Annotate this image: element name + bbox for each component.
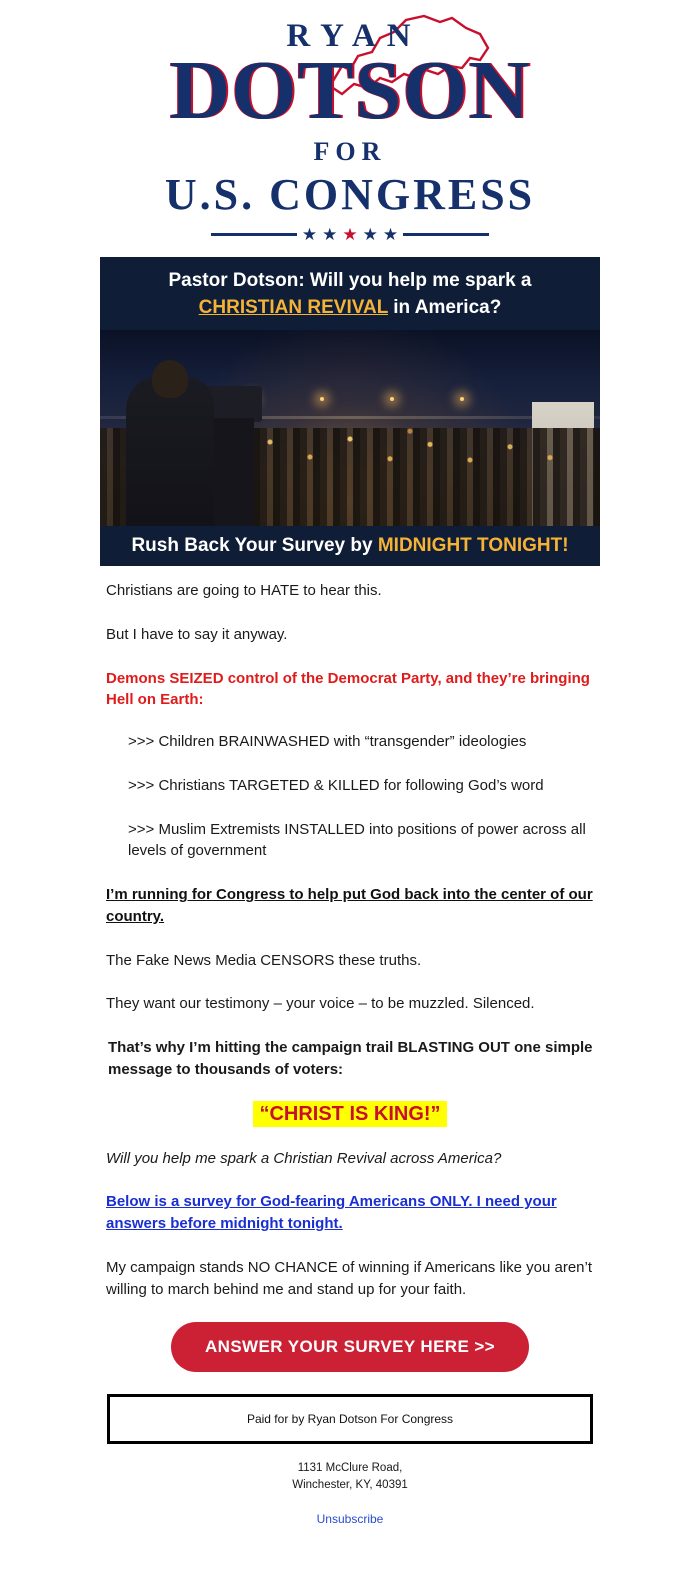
logo-star-divider [135,226,565,243]
hero-headline [100,257,600,330]
mailing-address [100,1460,600,1493]
paid-for-disclaimer: Paid for by Ryan Dotson For Congress [107,1394,593,1444]
answer-survey-button[interactable]: ANSWER YOUR SURVEY HERE >> [171,1322,529,1372]
address-line-1: 1131 McClure Road, [297,1462,403,1475]
hero-headline-tail: in America? [387,296,502,318]
star-icon-5: ★ [382,224,399,244]
address-line-2: Winchester, KY, 40391 [292,1479,408,1492]
rally-photo [100,330,600,526]
hero-headline-line2 [114,296,586,321]
photo-speaker-body [126,376,214,526]
survey-intro-link[interactable]: Below is a survey for God-fearing Americans ONLY. I need your answers before midnight tonight. [106,1193,557,1233]
hero-headline-line1: Pastor Dotson: Will you help me spark a [168,269,532,291]
unsubscribe-link[interactable]: Unsubscribe [316,1511,384,1526]
bullet-item-2: >>> Christians TARGETED & KILLED for following God’s word [128,776,544,794]
streetlamp-2 [320,397,324,401]
paragraph-muzzled: They want our testimony – your voice – to be muzzled. Silenced. [106,995,535,1013]
logo-last-name: DOTSON [169,44,531,137]
hero-deadline-text: Rush Back Your Survey by [131,535,378,557]
photo-speaker-head [152,360,188,398]
photo-podium [212,418,254,526]
hero-deadline-highlight: MIDNIGHT TONIGHT! [377,535,569,557]
star-icon-2: ★ [322,224,338,244]
streetlamp-4 [460,397,464,401]
paragraph-no-chance: My campaign stands NO CHANCE of winning if Americans like you aren’t willing to march behind me and stand up for your faith. [106,1258,593,1298]
star-icon-3: ★ [342,224,358,244]
paragraph-campaign-trail: That’s why I’m hitting the campaign trail BLASTING OUT one simple message to thousands of voters: [108,1039,593,1078]
divider-bar-right [403,233,489,236]
email-body [100,566,600,1528]
paragraph-2: But I have to say it anyway. [106,625,288,643]
hero-banner[interactable] [100,257,600,566]
paragraph-fake-news: The Fake News Media CENSORS these truths. [106,951,422,969]
cta-container [100,1322,600,1372]
paragraph-running-for-congress: I’m running for Congress to help put God back into the center of our country. [106,886,593,925]
streetlamp-3 [390,397,394,401]
hero-headline-highlight: CHRISTIAN REVIVAL [198,296,388,318]
logo-first-name: RYAN [286,18,422,54]
paragraph-1: Christians are going to HATE to hear this. [106,582,382,600]
star-icon-1: ★ [301,224,318,244]
christ-is-king-text: “CHRIST IS KING!” [253,1101,446,1127]
bullet-item-1: >>> Children BRAINWASHED with “transgender” ideologies [128,733,527,751]
christ-is-king-banner [100,1103,600,1126]
divider-bar-left [211,233,297,236]
paragraph-demons-warning: Demons SEIZED control of the Democrat Party, and they’re bringing Hell on Earth: [106,669,590,709]
bullet-item-3: >>> Muslim Extremists INSTALLED into positions of power across all levels of government [128,820,586,860]
star-icon-4: ★ [362,224,378,244]
logo-office: U.S. CONGRESS [164,169,536,219]
campaign-logo [0,0,700,247]
unsubscribe-container [100,1510,600,1528]
paragraph-revival-question: Will you help me spark a Christian Revival across America? [106,1149,502,1167]
logo-for-word: FOR [313,136,387,166]
hero-deadline-bar [100,526,600,566]
